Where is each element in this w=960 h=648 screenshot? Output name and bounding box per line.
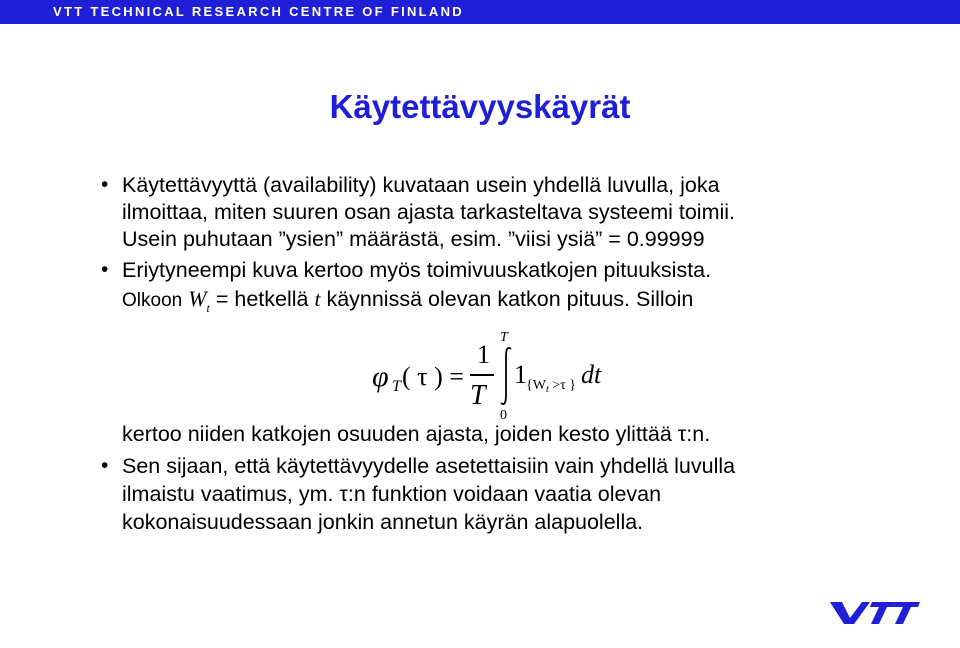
bullet-2-line-3: kertoo niiden katkojen osuuden ajasta, joiden kesto ylittää τ:n. [122,422,711,446]
bullet-3-line-2: ilmaistu vaatimus, ym. τ:n funktion voidaan vaatia olevan [122,482,662,506]
org-name: VTT TECHNICAL RESEARCH CENTRE OF FINLAND [53,4,464,19]
formula-argument: ( τ ) = [402,362,464,391]
definition-text-a: = hetkellä [215,287,309,311]
indicator-set-w: {W [526,378,546,393]
bullet-1-line-1: Käytettävyyttä (availability) kuvataan usein yhdellä luvulla, joka [122,173,720,197]
bullet-2-line-1: Eriytyneempi kuva kertoo myös toimivuuskatkojen pituuksista. [122,258,712,282]
olkoon-text: Olkoon [122,290,183,311]
w-subscript: t [206,301,210,315]
integral-sign-icon [499,346,513,406]
bullet-3-line-3: kokonaisuudessaan jonkin annetun käyrän alapuolella. [122,510,644,534]
header-bar [0,0,960,24]
indicator-set-subscript: t [545,384,549,395]
bullet-2-line-2 [122,286,693,315]
fraction-bar [470,374,494,376]
definition-text-b: käynnissä olevan katkon pituus. Silloin [326,287,694,311]
integral-lower-limit: 0 [500,408,507,423]
vtt-logo-icon [826,596,920,628]
bullet-dot: • [101,173,109,196]
indicator-set-condition: >τ } [548,378,576,393]
formula-numerator: 1 [477,340,490,369]
formula [360,330,620,430]
w-symbol: W [188,286,207,311]
bullet-1-line-3: Usein puhutaan ”ysien” määrästä, esim. ”viisi ysiä” = 0.99999 [122,227,705,251]
slide-title: Käytettävyyskäyrät [329,88,631,125]
formula-dt: dt [581,360,602,389]
bullet-3-line-1: Sen sijaan, että käytettävyydelle asetettaisiin vain yhdellä luvulla [122,454,736,478]
bullet-dot: • [101,454,109,477]
indicator-set [526,378,576,394]
integral-upper-limit: T [500,330,508,345]
bullet-1-line-2: ilmoittaa, miten suuren osan ajasta tarkasteltava systeemi toimii. [122,200,736,224]
bullet-dot: • [101,258,109,281]
t-symbol: t [314,287,321,311]
formula-phi-subscript: T [392,378,401,395]
integrand-indicator: 1 [514,360,527,389]
formula-denominator: T [470,380,486,411]
formula-phi: φ [372,360,389,393]
